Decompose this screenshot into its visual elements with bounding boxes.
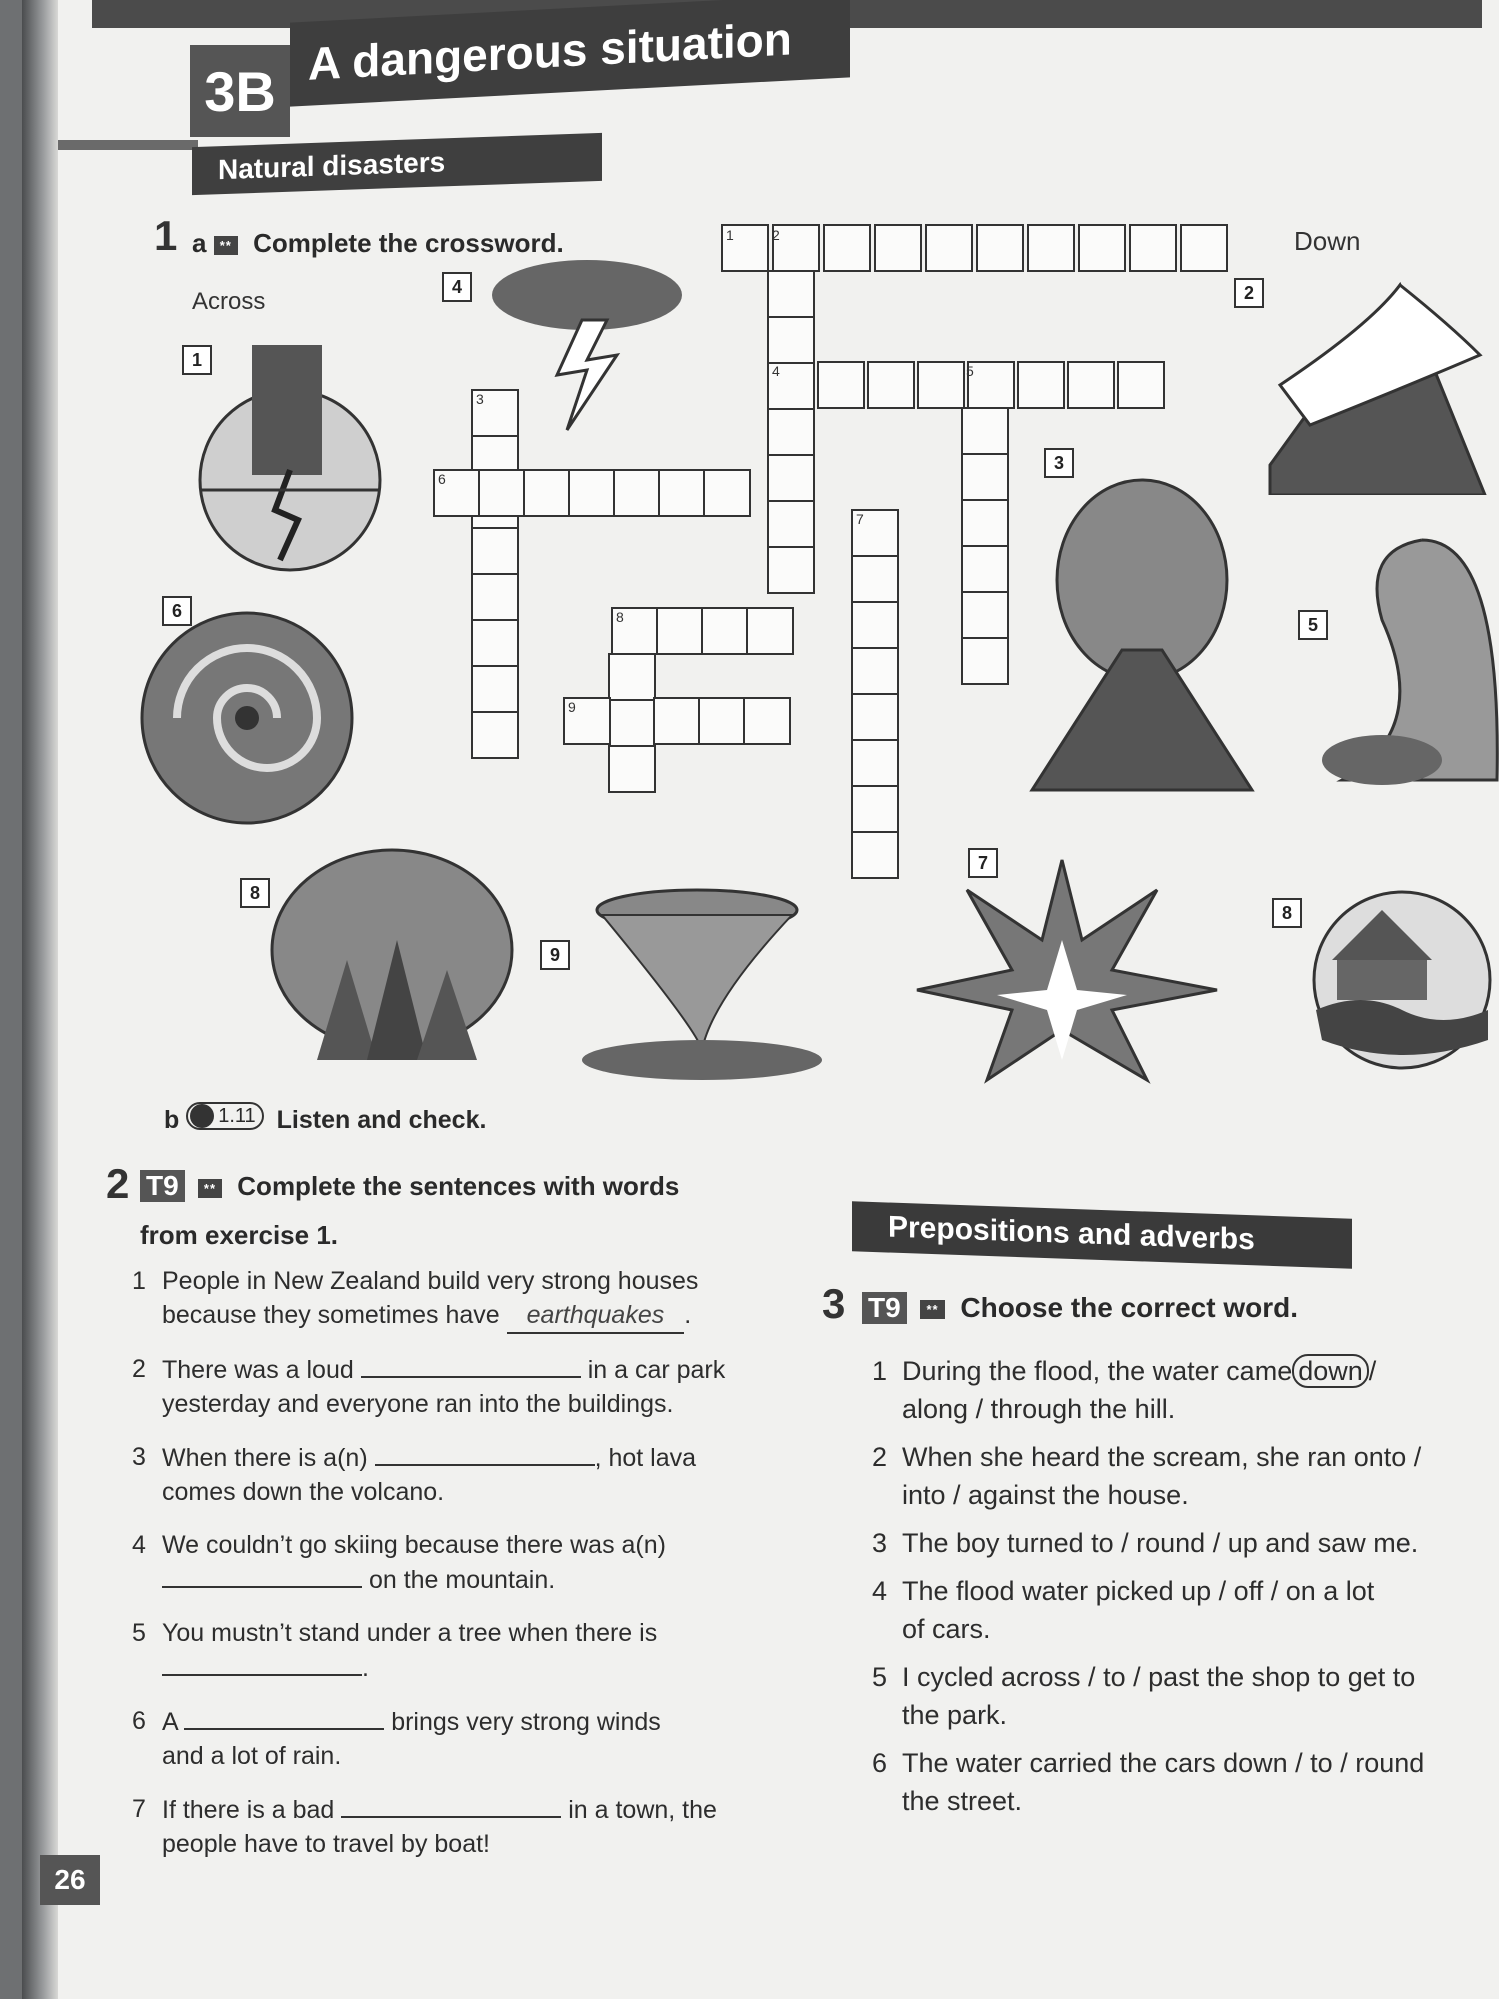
line-1-end: in a town, the xyxy=(568,1796,717,1824)
pic-label-down-2: 2 xyxy=(1234,278,1264,308)
item-number: 1 xyxy=(132,1267,146,1295)
section-title-natural-disasters: Natural disasters xyxy=(192,133,602,195)
exercise-3-instruction xyxy=(862,1292,1298,1324)
page-number: 26 xyxy=(40,1855,100,1905)
page-title: A dangerous situation xyxy=(290,0,850,107)
crossword-cell[interactable] xyxy=(1028,225,1074,271)
line-2: of cars. xyxy=(902,1614,991,1644)
item-number: 3 xyxy=(872,1528,888,1558)
crossword-cell[interactable] xyxy=(818,362,864,408)
crossword-cell[interactable] xyxy=(768,409,814,455)
line-1-start: During the flood, the water came xyxy=(902,1356,1293,1386)
crossword-cell[interactable] xyxy=(768,501,814,547)
ex2-item-4 xyxy=(132,1528,782,1597)
ex2-item-1 xyxy=(132,1264,782,1334)
crossword-cell[interactable] xyxy=(1118,362,1164,408)
item-number: 6 xyxy=(872,1748,888,1778)
line-1-end: , hot lava xyxy=(594,1444,697,1472)
ex3-item-4 xyxy=(872,1572,1492,1648)
part-b-label: b xyxy=(164,1106,180,1134)
flood-illustration xyxy=(1302,870,1499,1070)
line-2[interactable]: along / through the hill. xyxy=(902,1394,1176,1424)
pic-label-down-7: 7 xyxy=(968,848,998,878)
pic-label-down-5: 5 xyxy=(1298,610,1328,640)
item-number: 6 xyxy=(132,1707,146,1735)
audio-track-button[interactable] xyxy=(186,1102,263,1130)
instruction-b-text: Listen and check. xyxy=(276,1106,487,1134)
crossword-cell[interactable] xyxy=(524,470,570,516)
clue-number: 1 xyxy=(726,227,734,243)
clue-number: 6 xyxy=(438,471,446,487)
line-2: the street. xyxy=(902,1786,1023,1816)
line-1-end: / xyxy=(1368,1356,1377,1386)
item-number: 4 xyxy=(132,1531,146,1559)
clue-number: 4 xyxy=(772,363,780,379)
part-a-label: a xyxy=(192,228,207,258)
clue-number: 3 xyxy=(476,391,484,407)
item-number: 4 xyxy=(872,1576,888,1606)
crossword-cell[interactable] xyxy=(852,694,898,740)
tsunami-illustration xyxy=(1302,530,1499,790)
line-2-start: because they sometimes have xyxy=(162,1301,500,1329)
crossword-cell[interactable] xyxy=(614,470,660,516)
exercise-number-3: 3 xyxy=(822,1280,846,1327)
crossword-cell[interactable] xyxy=(609,654,655,700)
line-1-start: When there is a(n) xyxy=(162,1444,368,1472)
crossword-cell[interactable] xyxy=(569,470,615,516)
volcano-illustration xyxy=(1022,470,1262,800)
audio-track-number: 1.11 xyxy=(218,1104,256,1127)
ex2-item-3 xyxy=(132,1440,782,1509)
crossword-cell[interactable] xyxy=(962,592,1008,638)
crossword-cell[interactable] xyxy=(824,225,870,271)
ex3-item-1 xyxy=(872,1352,1492,1428)
exercise-2-instruction-line-2: from exercise 1. xyxy=(140,1220,339,1250)
crossword-cell[interactable] xyxy=(926,225,972,271)
clue-number: 8 xyxy=(616,609,624,625)
crossword-cell[interactable] xyxy=(472,712,518,758)
item-number: 5 xyxy=(132,1619,146,1647)
audio-icon xyxy=(190,1104,214,1128)
line-1[interactable]: The flood water picked up / off / on a lot xyxy=(902,1576,1375,1606)
explosion-illustration xyxy=(897,830,1227,1090)
crossword-cell[interactable] xyxy=(968,362,1014,408)
crossword-cell[interactable] xyxy=(868,362,914,408)
item-number: 2 xyxy=(872,1442,888,1472)
crossword-cell[interactable] xyxy=(479,470,525,516)
line-1-end: brings very strong winds xyxy=(391,1708,661,1736)
crossword-cell[interactable] xyxy=(852,740,898,786)
line-2-end: on the mountain. xyxy=(368,1566,556,1594)
unit-number: 3B xyxy=(190,45,290,137)
instruction-line-1: Complete the sentences with words xyxy=(237,1171,680,1201)
crossword-cell[interactable] xyxy=(1130,225,1176,271)
example-answer: earthquakes xyxy=(507,1298,685,1334)
line-2: the park. xyxy=(902,1700,1008,1730)
instruction-text: Complete the crossword. xyxy=(253,228,564,258)
crossword-cell[interactable] xyxy=(852,832,898,878)
item-number: 7 xyxy=(132,1795,146,1823)
section-title-prepositions: Prepositions and adverbs xyxy=(852,1201,1352,1268)
line-1[interactable]: The boy turned to / round / up and saw me. xyxy=(902,1528,1419,1558)
crossword-cell[interactable] xyxy=(654,698,700,744)
line-1-end: in a car park xyxy=(587,1356,726,1384)
avalanche-illustration xyxy=(1250,265,1495,495)
tornado-illustration xyxy=(562,880,832,1080)
pic-label-across-9: 9 xyxy=(540,940,570,970)
crossword-cell[interactable] xyxy=(472,666,518,712)
ex2-item-7 xyxy=(132,1792,782,1861)
difficulty-stars: ** xyxy=(198,1179,222,1198)
pic-label-across-1: 1 xyxy=(182,345,212,375)
line-2-end: . xyxy=(684,1301,692,1329)
crossword-cell[interactable] xyxy=(962,546,1008,592)
crossword-cell[interactable] xyxy=(472,574,518,620)
crossword-cell[interactable] xyxy=(702,608,748,654)
crossword-cell[interactable] xyxy=(768,547,814,593)
crossword-cell[interactable] xyxy=(657,608,703,654)
crossword-cell[interactable] xyxy=(768,271,814,317)
exercise-number-2: 2 xyxy=(106,1160,130,1207)
line-2-end: . xyxy=(362,1654,369,1682)
line-1-start: There was a loud xyxy=(162,1356,354,1384)
ex3-item-6 xyxy=(872,1744,1492,1820)
lightning-illustration xyxy=(487,250,697,440)
line-2: people have to travel by boat! xyxy=(162,1830,491,1858)
line-1: You mustn’t stand under a tree when there is xyxy=(162,1619,658,1647)
crossword-cell[interactable] xyxy=(1079,225,1125,271)
difficulty-stars: ** xyxy=(920,1300,944,1319)
line-1: We couldn’t go skiing because there was a(n) xyxy=(162,1531,666,1559)
earthquake-illustration xyxy=(180,340,400,580)
pic-label-across-6: 6 xyxy=(162,596,192,626)
clue-number: 2 xyxy=(772,227,780,243)
line-2: yesterday and everyone ran into the buildings. xyxy=(162,1390,674,1418)
teacher-badge: T9 xyxy=(140,1170,185,1202)
crossword-cell[interactable] xyxy=(918,362,964,408)
crossword-cell[interactable] xyxy=(962,500,1008,546)
clue-number: 7 xyxy=(856,511,864,527)
clue-number: 9 xyxy=(568,699,576,715)
crossword-cell[interactable] xyxy=(773,225,819,271)
ex2-item-5 xyxy=(132,1616,782,1685)
exercise-2-instruction xyxy=(140,1170,679,1202)
line-1-start: A xyxy=(162,1708,178,1736)
crossword-cell[interactable] xyxy=(1018,362,1064,408)
crossword-cell[interactable] xyxy=(852,786,898,832)
item-number: 3 xyxy=(132,1443,146,1471)
exercise-number-1: 1 xyxy=(154,212,178,259)
crossword-cell[interactable] xyxy=(875,225,921,271)
down-label: Down xyxy=(1294,226,1361,256)
crossword-cell[interactable] xyxy=(704,470,750,516)
ex3-item-3 xyxy=(872,1524,1492,1562)
crossword-cell[interactable] xyxy=(977,225,1023,271)
teacher-badge: T9 xyxy=(862,1292,907,1324)
crossword-cell[interactable] xyxy=(962,638,1008,684)
item-number: 5 xyxy=(872,1662,888,1692)
crossword-cell[interactable] xyxy=(609,700,655,746)
clue-number: 5 xyxy=(966,363,974,379)
difficulty-stars: ** xyxy=(214,236,238,255)
crossword-cell[interactable] xyxy=(1181,225,1227,271)
crossword-cell[interactable] xyxy=(768,455,814,501)
exercise-1b-instruction xyxy=(164,1102,486,1135)
line-2: comes down the volcano. xyxy=(162,1478,445,1506)
ex2-item-2 xyxy=(132,1352,782,1421)
ex2-item-6 xyxy=(132,1704,782,1773)
crossword-cell[interactable] xyxy=(699,698,745,744)
crossword-cell[interactable] xyxy=(852,602,898,648)
line-2[interactable]: into / against the house. xyxy=(902,1480,1189,1510)
answer-blank[interactable] xyxy=(375,1440,595,1466)
answer-blank[interactable] xyxy=(162,1562,362,1588)
workbook-page xyxy=(22,0,1499,1999)
ex3-item-2 xyxy=(872,1438,1492,1514)
answer-blank[interactable] xyxy=(162,1650,362,1676)
instruction-text: Choose the correct word. xyxy=(960,1292,1298,1323)
pic-label-across-8: 8 xyxy=(240,878,270,908)
answer-blank[interactable] xyxy=(341,1792,561,1818)
pic-label-down-3: 3 xyxy=(1044,448,1074,478)
crossword-cell[interactable] xyxy=(659,470,705,516)
item-number: 1 xyxy=(872,1356,888,1386)
item-number: 2 xyxy=(132,1355,146,1383)
forest-fire-illustration xyxy=(257,840,527,1070)
crossword-cell[interactable] xyxy=(1068,362,1114,408)
across-label: Across xyxy=(192,288,266,315)
crossword-cell[interactable] xyxy=(472,528,518,574)
crossword-cell[interactable] xyxy=(962,454,1008,500)
ex3-item-5 xyxy=(872,1658,1492,1734)
line-1[interactable]: I cycled across / to / past the shop to get to xyxy=(902,1662,1416,1692)
line-1: People in New Zealand build very strong houses xyxy=(162,1267,699,1295)
crossword-cell[interactable] xyxy=(852,556,898,602)
circled-answer[interactable]: down xyxy=(1292,1354,1369,1388)
crossword-cell[interactable] xyxy=(472,620,518,666)
answer-blank[interactable] xyxy=(184,1704,384,1730)
line-2: and a lot of rain. xyxy=(162,1742,342,1770)
crossword-cell[interactable] xyxy=(747,608,793,654)
line-1[interactable]: The water carried the cars down / to / round xyxy=(902,1748,1425,1778)
crossword-cell[interactable] xyxy=(852,648,898,694)
pic-label-across-4: 4 xyxy=(442,272,472,302)
answer-blank[interactable] xyxy=(361,1352,581,1378)
crossword-cell[interactable] xyxy=(768,317,814,363)
line-1-start: If there is a bad xyxy=(162,1796,335,1824)
crossword-cell[interactable] xyxy=(962,408,1008,454)
line-1[interactable]: When she heard the scream, she ran onto / xyxy=(902,1442,1422,1472)
hurricane-illustration xyxy=(137,608,357,828)
pic-label-down-8: 8 xyxy=(1272,898,1302,928)
crossword-cell[interactable] xyxy=(609,746,655,792)
crossword-cell[interactable] xyxy=(744,698,790,744)
